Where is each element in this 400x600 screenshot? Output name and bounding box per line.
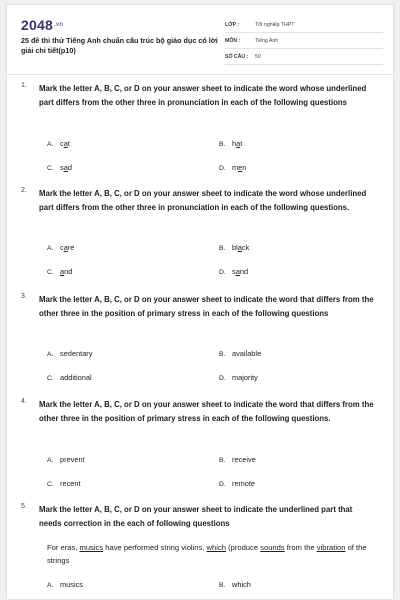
question-prompt: Mark the letter A, B, C, or D on your answer sheet to indicate the word that differs from the other three in the position of primary stress in each of the following questions. bbox=[39, 400, 374, 423]
meta-key: MÔN : bbox=[225, 37, 241, 44]
option-d[interactable]: D. sand bbox=[219, 267, 249, 276]
option-c[interactable]: C. recent bbox=[47, 479, 81, 488]
question-prompt: Mark the letter A, B, C, or D on your answer sheet to indicate the word whose underlined part differs from the other three in pronunciation in each of the following questions. bbox=[39, 189, 367, 212]
option-c[interactable]: C. and bbox=[47, 267, 73, 276]
option-d[interactable]: D. men bbox=[219, 163, 247, 172]
meta-row-subject bbox=[225, 33, 383, 49]
option-d[interactable]: D. remote bbox=[219, 479, 256, 488]
meta-value: 50 bbox=[255, 53, 261, 60]
meta-row-class bbox=[225, 17, 383, 33]
option-b[interactable]: B. hat bbox=[219, 139, 243, 148]
site-logo[interactable] bbox=[21, 17, 63, 33]
exam-meta bbox=[225, 17, 383, 65]
underlined-part-a: musics bbox=[79, 543, 104, 552]
question-number: 4. bbox=[21, 398, 27, 405]
logo-suffix: .vn bbox=[53, 22, 64, 28]
option-a[interactable]: A. prevent bbox=[47, 455, 85, 464]
document-page bbox=[6, 4, 394, 600]
question-prompt: Mark the letter A, B, C, or D on your answer sheet to indicate the underlined part that needs correction in the each of following questions bbox=[39, 505, 353, 528]
option-d[interactable]: D. majority bbox=[219, 373, 258, 382]
option-b[interactable]: B. black bbox=[219, 243, 250, 252]
option-a[interactable]: A. cat bbox=[47, 139, 70, 148]
option-c[interactable]: C. sad bbox=[47, 163, 72, 172]
underlined-part-c: sounds bbox=[260, 543, 285, 552]
option-a[interactable]: A. sedentary bbox=[47, 349, 93, 358]
meta-value: Tốt nghiệp THPT bbox=[255, 21, 295, 28]
question-prompt: Mark the letter A, B, C, or D on your answer sheet to indicate the word whose underlined part differs from the other three in pronunciation in each of the following questions bbox=[39, 84, 367, 107]
question-sentence: For eras, musics have performed string violins, which (produce sounds from the vibration of the strings bbox=[47, 543, 367, 565]
option-a[interactable]: A. musics bbox=[47, 580, 83, 589]
document-title: 25 đề thi thử Tiếng Anh chuẩn cấu trúc bộ giáo dục có lời giải chi tiết(p10) bbox=[21, 36, 218, 55]
option-b[interactable]: B. which bbox=[219, 580, 251, 589]
meta-key: LỚP : bbox=[225, 21, 240, 28]
question-number: 1. bbox=[21, 82, 27, 89]
question-number: 3. bbox=[21, 293, 27, 300]
underlined-part-b: which bbox=[206, 543, 226, 552]
question-prompt: Mark the letter A, B, C, or D on your answer sheet to indicate the word that differs from the other three in the position of primary stress in each of the following questions bbox=[39, 295, 374, 318]
underlined-part-d: vibration bbox=[316, 543, 346, 552]
option-c[interactable]: C. additional bbox=[47, 373, 92, 382]
meta-key: SỐ CÂU : bbox=[225, 53, 249, 60]
question-number: 2. bbox=[21, 187, 27, 194]
logo-text: 2048 bbox=[21, 17, 53, 33]
option-b[interactable]: B. available bbox=[219, 349, 262, 358]
meta-row-count bbox=[225, 49, 383, 65]
document-header bbox=[7, 5, 393, 75]
option-b[interactable]: B. receive bbox=[219, 455, 256, 464]
option-a[interactable]: A. care bbox=[47, 243, 75, 252]
meta-value: Tiếng Anh bbox=[255, 37, 279, 44]
question-number: 5. bbox=[21, 503, 27, 510]
